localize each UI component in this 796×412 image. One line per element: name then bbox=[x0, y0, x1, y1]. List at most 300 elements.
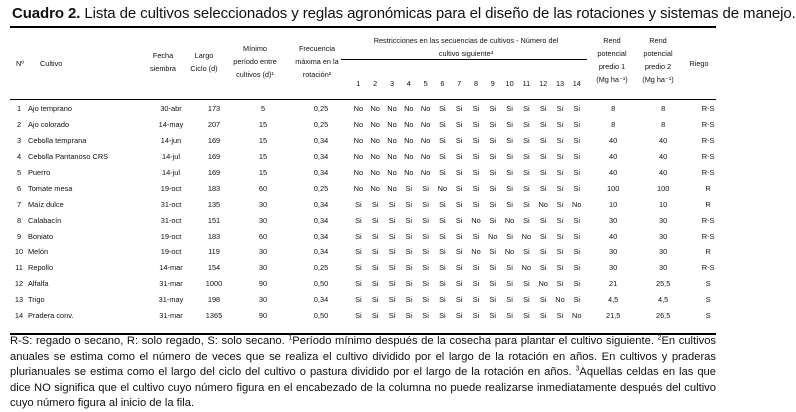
cycle-length: 151 bbox=[207, 215, 221, 225]
row-number: 8 bbox=[16, 215, 22, 225]
header-frecuencia bbox=[290, 42, 344, 81]
restriction-cell: Si bbox=[422, 231, 429, 241]
header-col-number: 2 bbox=[373, 79, 378, 88]
restriction-cell: Si bbox=[523, 168, 530, 177]
header-col-number: 12 bbox=[539, 79, 548, 88]
restriction-cell: Si bbox=[422, 263, 429, 273]
restriction-cell: Si bbox=[472, 199, 480, 209]
max-frequency: 0,34 bbox=[313, 231, 329, 241]
header-restricciones bbox=[346, 34, 586, 60]
yield-farm-1: 40 bbox=[609, 136, 618, 146]
yield-farm-1: 30 bbox=[609, 247, 618, 257]
restriction-cell: Si bbox=[455, 247, 463, 257]
restriction-cell: Si bbox=[439, 168, 446, 177]
restriction-cell: Si bbox=[455, 136, 463, 146]
sowing-date: 14-jul bbox=[161, 168, 181, 177]
header-col-number: 5 bbox=[423, 79, 428, 88]
min-period: 30 bbox=[258, 295, 268, 305]
header-riego: Riego bbox=[689, 59, 709, 68]
restriction-cell: Si bbox=[523, 295, 530, 305]
restriction-cell: Si bbox=[388, 295, 396, 305]
irrigation: R-S bbox=[701, 215, 715, 225]
restriction-cell: Si bbox=[573, 279, 581, 289]
restriction-cell: No bbox=[353, 168, 364, 177]
restriction-cell: Si bbox=[455, 279, 463, 289]
header-minimo-line1: Mínimo bbox=[243, 44, 267, 53]
irrigation: S bbox=[705, 279, 711, 289]
restriction-cell: Si bbox=[523, 311, 530, 321]
header-rend1-line3: predio 1 bbox=[598, 62, 626, 71]
crop-name: Cebolla temprana bbox=[28, 136, 87, 146]
min-period: 15 bbox=[258, 136, 268, 146]
restriction-cell: Si bbox=[455, 152, 463, 162]
restriction-cell: Si bbox=[371, 231, 379, 241]
restriction-cell: Si bbox=[455, 215, 463, 225]
restriction-cell: Si bbox=[539, 168, 547, 177]
header-frecuencia-line2: máxima en la bbox=[295, 57, 339, 66]
table-row bbox=[10, 276, 731, 292]
restriction-cell: Si bbox=[556, 215, 564, 225]
restriction-cell: Si bbox=[371, 295, 379, 305]
restriction-cell: No bbox=[521, 231, 532, 241]
restriction-cell: Si bbox=[489, 168, 497, 177]
crop-name: Maíz dulce bbox=[28, 199, 64, 209]
row-number: 1 bbox=[16, 104, 22, 114]
header-col-number: 7 bbox=[457, 79, 462, 88]
restriction-cell: Si bbox=[355, 231, 362, 241]
restriction-cell: No bbox=[471, 247, 481, 257]
sowing-date: 31-oct bbox=[160, 199, 182, 209]
restriction-cell: Si bbox=[556, 279, 564, 289]
restriction-cell: Si bbox=[355, 263, 362, 273]
restriction-cell: No bbox=[387, 183, 397, 193]
yield-farm-1: 30 bbox=[609, 215, 618, 225]
restriction-cell: Si bbox=[439, 136, 446, 146]
footnote-3: Aquellas celdas en las que dice NO significa que el cultivo cuyo número figura en el encabezado de la columna no puede realizarse inmediatamente después del cultivo cuyo número figura al inicio de la fila. bbox=[10, 366, 716, 409]
restriction-cell: Si bbox=[455, 295, 463, 305]
restriction-cell: Si bbox=[539, 215, 547, 225]
restriction-cell: Si bbox=[556, 152, 564, 162]
cycle-length: 135 bbox=[207, 199, 221, 209]
restriction-cell: Si bbox=[388, 311, 396, 321]
restriction-cell: Si bbox=[355, 279, 362, 289]
restriction-cell: Si bbox=[506, 120, 513, 130]
restriction-cell: Si bbox=[405, 183, 413, 193]
crop-name: Tomate mesa bbox=[28, 183, 73, 193]
restriction-cell: Si bbox=[539, 295, 547, 305]
cycle-length: 169 bbox=[207, 152, 221, 162]
table-row bbox=[10, 149, 731, 165]
restriction-cell: No bbox=[572, 311, 582, 321]
restriction-cell: Si bbox=[455, 199, 463, 209]
restriction-cell: No bbox=[353, 152, 364, 162]
restriction-cell: Si bbox=[556, 136, 564, 146]
restriction-cell: Si bbox=[489, 311, 497, 321]
footnote-mark-2: 2 bbox=[657, 334, 662, 342]
restriction-cell: Si bbox=[489, 263, 497, 273]
restriction-cell: No bbox=[353, 104, 364, 114]
restriction-cell: Si bbox=[556, 183, 564, 193]
table-row bbox=[10, 244, 731, 260]
min-period: 30 bbox=[258, 199, 268, 209]
row-number: 14 bbox=[14, 311, 24, 321]
restriction-cell: Si bbox=[439, 311, 446, 321]
restriction-cell: Si bbox=[355, 295, 362, 305]
restriction-cell: Si bbox=[422, 247, 429, 257]
restriction-cell: No bbox=[387, 104, 397, 114]
table-row bbox=[10, 133, 731, 149]
restriction-cell: No bbox=[370, 168, 380, 177]
yield-farm-1: 10 bbox=[609, 199, 618, 209]
cycle-length: 1000 bbox=[205, 279, 223, 289]
yield-farm-2: 30 bbox=[659, 263, 668, 273]
footnote-2: En cultivos anuales se estima como el número de veces que se realiza el cultivo dividido por el largo de la rotación en años. En cultivos y praderas plurianuales se estima como el largo del ciclo del cultivo o pastura dividido por el largo de la rotación en años. bbox=[10, 335, 717, 378]
irrigation: R bbox=[705, 183, 711, 193]
yield-farm-1: 8 bbox=[611, 120, 616, 130]
header-rend1-line1: Rend bbox=[603, 36, 621, 45]
yield-farm-2: 10 bbox=[659, 199, 668, 209]
restriction-cell: Si bbox=[472, 136, 480, 146]
cycle-length: 154 bbox=[207, 263, 221, 273]
cycle-length: 169 bbox=[207, 136, 221, 146]
restriction-cell: No bbox=[572, 199, 582, 209]
max-frequency: 0,50 bbox=[313, 279, 329, 289]
header-largo-line2: Ciclo (d) bbox=[190, 64, 218, 73]
restriction-cell: No bbox=[387, 136, 397, 146]
sowing-date: 14-mar bbox=[159, 263, 183, 273]
restriction-cell: No bbox=[404, 168, 414, 177]
restriction-cell: Si bbox=[556, 199, 564, 209]
min-period: 30 bbox=[258, 263, 268, 273]
table-row bbox=[10, 260, 731, 276]
header-rend2-line4: (Mg ha⁻¹) bbox=[642, 75, 674, 84]
restriction-cell: No bbox=[420, 136, 431, 146]
restriction-cell: Si bbox=[422, 279, 429, 289]
restriction-cell: Si bbox=[539, 136, 547, 146]
restriction-cell: No bbox=[353, 136, 364, 146]
max-frequency: 0,34 bbox=[313, 215, 329, 225]
restriction-cell: Si bbox=[405, 263, 413, 273]
restriction-cell: Si bbox=[523, 199, 530, 209]
yield-farm-2: 30 bbox=[659, 231, 668, 241]
header-largo bbox=[184, 49, 224, 75]
min-period: 15 bbox=[258, 120, 268, 130]
restriction-cell: Si bbox=[355, 311, 362, 321]
restriction-cell: Si bbox=[556, 247, 564, 257]
restriction-cell: Si bbox=[556, 311, 564, 321]
restriction-cell: No bbox=[504, 247, 515, 257]
irrigation: R-S bbox=[701, 104, 715, 114]
header-minimo-line3: cultivos (d)¹ bbox=[236, 70, 274, 79]
header-col-number: 4 bbox=[406, 79, 411, 88]
restriction-cell: Si bbox=[573, 295, 581, 305]
header-col-number: 8 bbox=[473, 79, 479, 88]
restriction-cell: Si bbox=[405, 231, 413, 241]
restriction-cell: Si bbox=[355, 215, 362, 225]
restriction-cell: Si bbox=[489, 120, 497, 130]
yield-farm-1: 4,5 bbox=[608, 295, 619, 305]
crop-table-body bbox=[10, 101, 731, 323]
restriction-cell: Si bbox=[472, 168, 480, 177]
restriction-cell: Si bbox=[506, 295, 513, 305]
restriction-cell: Si bbox=[523, 152, 530, 162]
min-period: 60 bbox=[258, 183, 268, 193]
restriction-cell: Si bbox=[573, 152, 581, 162]
header-rend2 bbox=[634, 34, 682, 86]
restriction-cell: Si bbox=[439, 263, 446, 273]
yield-farm-2: 25,5 bbox=[655, 279, 671, 289]
min-period: 90 bbox=[258, 279, 268, 289]
irrigation: R-S bbox=[701, 231, 715, 241]
restriction-cell: Si bbox=[388, 263, 396, 273]
restriction-cell: Si bbox=[405, 247, 413, 257]
header-col-number: 3 bbox=[389, 79, 395, 88]
restriction-cell: No bbox=[370, 120, 380, 130]
restriction-cell: Si bbox=[489, 279, 497, 289]
restriction-cell: Si bbox=[405, 215, 413, 225]
header-rule bbox=[10, 99, 716, 100]
sowing-date: 31-mar bbox=[159, 311, 183, 321]
restriction-cell: Si bbox=[472, 311, 480, 321]
restriction-cell: Si bbox=[573, 183, 581, 193]
restriction-cell: Si bbox=[371, 199, 379, 209]
restriction-cell: Si bbox=[506, 104, 513, 114]
crop-name: Puerro bbox=[28, 168, 51, 177]
header-rend2-line2: potencial bbox=[643, 49, 673, 58]
restriction-cell: Si bbox=[556, 104, 564, 114]
restriction-cell: Si bbox=[439, 247, 446, 257]
header-fecha-line1: Fecha bbox=[152, 51, 174, 60]
sowing-date: 31-mar bbox=[159, 279, 183, 289]
yield-farm-2: 40 bbox=[659, 152, 668, 162]
header-col-number: 11 bbox=[522, 79, 531, 88]
header-frecuencia-line1: Frecuencia bbox=[298, 44, 336, 53]
crop-table bbox=[10, 101, 731, 323]
restriction-cell: Si bbox=[506, 136, 513, 146]
restriction-cell: Si bbox=[556, 120, 564, 130]
header-rend2-line3: predio 2 bbox=[644, 62, 672, 71]
cycle-length: 169 bbox=[207, 168, 221, 177]
yield-farm-1: 21,5 bbox=[605, 311, 621, 321]
min-period: 15 bbox=[258, 168, 268, 177]
restriction-cell: No bbox=[538, 279, 548, 289]
restriction-cell: Si bbox=[388, 279, 396, 289]
restriction-cell: Si bbox=[455, 263, 463, 273]
yield-farm-1: 40 bbox=[609, 168, 618, 177]
row-number: 12 bbox=[14, 279, 24, 289]
irrigation: R-S bbox=[701, 120, 715, 130]
table-label: Cuadro 2. bbox=[12, 5, 81, 22]
restriction-cell: No bbox=[504, 215, 515, 225]
yield-farm-2: 30 bbox=[659, 215, 668, 225]
yield-farm-2: 4,5 bbox=[658, 295, 669, 305]
sowing-date: 31-may bbox=[158, 295, 184, 305]
row-number: 5 bbox=[16, 168, 22, 177]
row-number: 11 bbox=[15, 263, 23, 273]
restriction-cell: Si bbox=[455, 311, 463, 321]
cycle-length: 183 bbox=[207, 183, 221, 193]
restriction-cell: Si bbox=[506, 199, 513, 209]
restriction-cell: No bbox=[420, 152, 431, 162]
yield-farm-2: 26,5 bbox=[655, 311, 671, 321]
restriction-cell: Si bbox=[439, 215, 446, 225]
restriction-cell: Si bbox=[506, 279, 513, 289]
restriction-cell: Si bbox=[506, 152, 513, 162]
row-number: 2 bbox=[16, 120, 22, 130]
max-frequency: 0,34 bbox=[313, 247, 329, 257]
irrigation: R-S bbox=[701, 152, 715, 162]
restriction-cell: Si bbox=[472, 279, 480, 289]
restriction-cell: Si bbox=[523, 279, 530, 289]
crop-name: Calabacín bbox=[28, 215, 62, 225]
header-restricciones-line2: cultivo siguiente³ bbox=[438, 49, 494, 58]
irrigation: S bbox=[705, 311, 711, 321]
restriction-cell: Si bbox=[523, 136, 530, 146]
restriction-cell: No bbox=[555, 295, 565, 305]
irrigation: R-S bbox=[701, 168, 715, 177]
header-minimo bbox=[228, 42, 282, 81]
restriction-cell: No bbox=[521, 263, 532, 273]
min-period: 5 bbox=[260, 104, 266, 114]
restriction-cell: No bbox=[488, 231, 498, 241]
restriction-cell: Si bbox=[523, 247, 530, 257]
restriction-cell: No bbox=[471, 215, 481, 225]
header-rend1 bbox=[590, 34, 634, 86]
restriction-cell: Si bbox=[539, 152, 547, 162]
top-rule bbox=[10, 26, 716, 28]
header-fecha-line2: siembra bbox=[150, 64, 176, 73]
restriction-cell: Si bbox=[455, 231, 463, 241]
restriction-cell: Si bbox=[573, 136, 581, 146]
header-rend1-line4: (Mg ha⁻¹) bbox=[596, 75, 628, 84]
restriction-cell: Si bbox=[371, 215, 379, 225]
restriction-cell: Si bbox=[455, 120, 463, 130]
footnote-mark-1: 1 bbox=[288, 334, 293, 342]
restriction-cell: Si bbox=[472, 104, 480, 114]
restriction-cell: Si bbox=[506, 231, 513, 241]
restriction-cell: No bbox=[420, 120, 431, 130]
yield-farm-1: 30 bbox=[609, 263, 618, 273]
min-period: 60 bbox=[258, 231, 268, 241]
row-number: 10 bbox=[14, 247, 24, 257]
restriction-cell: Si bbox=[405, 295, 413, 305]
min-period: 30 bbox=[258, 247, 268, 257]
restriction-cell: No bbox=[387, 168, 397, 177]
table-row bbox=[10, 180, 731, 196]
restriction-cell: Si bbox=[472, 152, 480, 162]
restriction-cell: No bbox=[404, 104, 414, 114]
yield-farm-1: 40 bbox=[609, 152, 618, 162]
crop-name: Ajo temprano bbox=[28, 104, 72, 114]
restriction-cell: Si bbox=[422, 311, 429, 321]
crop-name: Cebolla Pantanoso CRS bbox=[28, 152, 109, 162]
restriction-cell: Si bbox=[422, 215, 429, 225]
max-frequency: 0,50 bbox=[313, 311, 329, 321]
restriction-cell: Si bbox=[506, 183, 513, 193]
restriction-cell: Si bbox=[539, 104, 547, 114]
max-frequency: 0,25 bbox=[313, 120, 329, 130]
header-restricciones-line1: Restricciones en las secuencias de cultivos - Número del bbox=[373, 36, 559, 45]
row-number: 13 bbox=[14, 295, 24, 305]
yield-farm-1: 100 bbox=[606, 183, 620, 193]
sowing-date: 14-jul bbox=[161, 152, 181, 162]
cycle-length: 1365 bbox=[205, 311, 223, 321]
restriction-cell: Si bbox=[556, 263, 564, 273]
footnote-legend: R-S: regado o secano, R: solo regado, S: solo secano. bbox=[10, 335, 285, 347]
restriction-cell: Si bbox=[556, 231, 564, 241]
max-frequency: 0,25 bbox=[313, 183, 329, 193]
restriction-cell: Si bbox=[489, 199, 497, 209]
restriction-cell: Si bbox=[523, 215, 530, 225]
restriction-cell: No bbox=[404, 152, 414, 162]
irrigation: R bbox=[705, 199, 711, 209]
restriction-cell: Si bbox=[422, 183, 429, 193]
restriction-cell: Si bbox=[472, 183, 480, 193]
restriction-cell: No bbox=[353, 183, 364, 193]
restriction-cell: Si bbox=[455, 168, 463, 177]
restriction-cell: Si bbox=[489, 183, 497, 193]
row-number: 9 bbox=[16, 231, 22, 241]
cycle-length: 173 bbox=[207, 104, 221, 114]
restriction-cell: Si bbox=[455, 104, 463, 114]
header-fecha bbox=[143, 49, 183, 75]
yield-farm-2: 30 bbox=[659, 247, 668, 257]
restriction-cell: Si bbox=[371, 247, 379, 257]
restriction-cell: No bbox=[370, 183, 380, 193]
yield-farm-2: 8 bbox=[661, 104, 666, 114]
restriction-cell: Si bbox=[439, 279, 446, 289]
max-frequency: 0,34 bbox=[313, 136, 329, 146]
restriction-cell: Si bbox=[472, 263, 480, 273]
restriction-cell: No bbox=[353, 120, 364, 130]
row-number: 6 bbox=[16, 183, 22, 193]
restriction-cell: Si bbox=[573, 263, 581, 273]
restriction-cell: Si bbox=[506, 263, 513, 273]
restriction-cell: No bbox=[404, 136, 414, 146]
row-number: 4 bbox=[16, 152, 22, 162]
footnotes bbox=[10, 334, 716, 412]
restriction-cell: Si bbox=[506, 311, 513, 321]
restriction-cell: Si bbox=[573, 120, 581, 130]
irrigation: R-S bbox=[701, 136, 715, 146]
max-frequency: 0,34 bbox=[313, 152, 329, 162]
restriction-cell: Si bbox=[556, 168, 564, 177]
sowing-date: 14-jun bbox=[160, 136, 182, 146]
footnote-1: Período mínimo después de la cosecha para plantar el cultivo siguiente. bbox=[292, 335, 654, 347]
table-caption: Lista de cultivos seleccionados y reglas agronómicas para el diseño de las rotaciones y sistemas de manejo. bbox=[84, 5, 796, 22]
restriction-cell: Si bbox=[388, 215, 396, 225]
restriction-cell: Si bbox=[405, 199, 413, 209]
restriction-cell: Si bbox=[539, 120, 547, 130]
yield-farm-1: 40 bbox=[609, 231, 618, 241]
restriction-cell: Si bbox=[439, 295, 446, 305]
restriction-cell: Si bbox=[573, 215, 581, 225]
cycle-length: 183 bbox=[207, 231, 221, 241]
crop-name: Boniato bbox=[28, 231, 54, 241]
restriction-cell: Si bbox=[439, 120, 446, 130]
header-col-number: 10 bbox=[505, 79, 514, 88]
restriction-cell: Si bbox=[371, 279, 379, 289]
restriction-cell: Si bbox=[422, 295, 429, 305]
restriction-cell: Si bbox=[489, 247, 497, 257]
restriction-cell: Si bbox=[539, 183, 547, 193]
cycle-length: 119 bbox=[208, 247, 220, 257]
restriction-cell: Si bbox=[573, 247, 581, 257]
max-frequency: 0,34 bbox=[313, 199, 329, 209]
cycle-length: 207 bbox=[207, 120, 221, 130]
restriction-cell: Si bbox=[422, 199, 429, 209]
crop-name: Trigo bbox=[28, 295, 45, 305]
